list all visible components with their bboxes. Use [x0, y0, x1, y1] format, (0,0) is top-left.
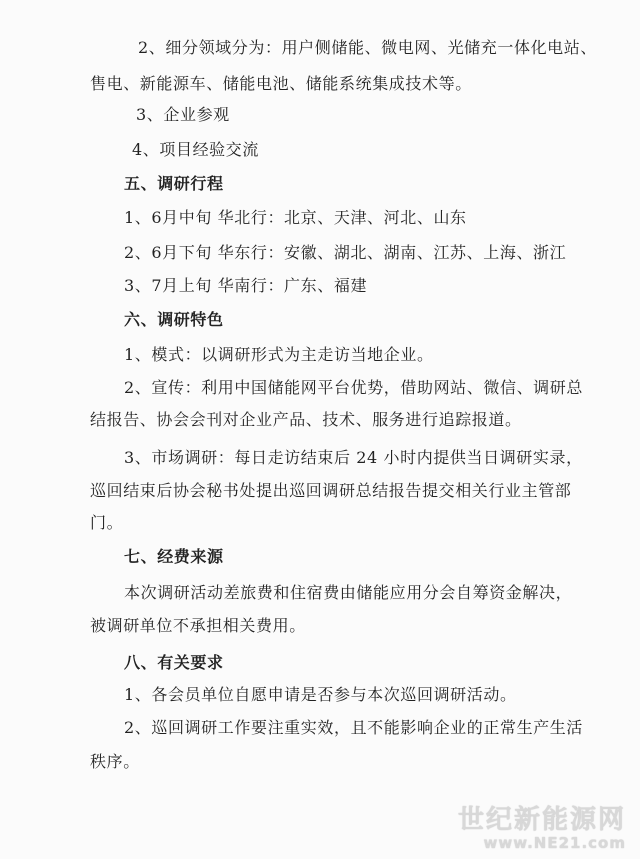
paragraph-line: 门。 — [90, 513, 124, 532]
paragraph-line: 4、项目经验交流 — [132, 140, 259, 159]
paragraph-line: 3、企业参观 — [136, 105, 230, 124]
paragraph-line: 售电、新能源车、储能电池、储能系统集成技术等。 — [90, 74, 472, 93]
watermark-site-url: www.NE21.com — [483, 834, 626, 852]
paragraph-line: 结报告、协会会刊对企业产品、技术、服务进行追踪报道。 — [90, 410, 522, 429]
paragraph-line: 1、各会员单位自愿申请是否参与本次巡回调研活动。 — [124, 685, 517, 704]
site-watermark — [458, 805, 626, 851]
section-heading: 六、调研特色 — [124, 310, 224, 329]
paragraph-line: 2、细分领域分为：用户侧储能、微电网、光储充一体化电站、 — [138, 38, 597, 57]
paragraph-line: 2、6月下旬 华东行：安徽、湖北、湖南、江苏、上海、浙江 — [124, 243, 567, 262]
paragraph-line: 巡回结束后协会秘书处提出巡回调研总结报告提交相关行业主管部 — [90, 481, 572, 500]
paragraph-line: 本次调研活动差旅费和住宿费由储能应用分会自筹资金解决， — [124, 583, 573, 602]
paragraph-line: 2、宣传：利用中国储能网平台优势，借助网站、微信、调研总 — [124, 378, 583, 397]
section-heading: 八、有关要求 — [124, 653, 224, 672]
paragraph-line: 3、7月上旬 华南行：广东、福建 — [124, 276, 368, 295]
paragraph-line: 1、6月中旬 华北行：北京、天津、河北、山东 — [124, 208, 467, 227]
section-heading: 七、经费来源 — [124, 547, 224, 566]
paragraph-line: 2、巡回调研工作要注重实效，且不能影响企业的正常生产生活 — [124, 718, 583, 737]
paragraph-line: 被调研单位不承担相关费用。 — [90, 616, 306, 635]
paragraph-line: 1、模式：以调研形式为主走访当地企业。 — [124, 345, 434, 364]
watermark-site-name: 世纪新能源网 — [457, 805, 626, 835]
paragraph-line: 3、市场调研：每日走访结束后 24 小时内提供当日调研实录， — [124, 448, 583, 467]
section-heading: 五、调研行程 — [124, 174, 224, 193]
paragraph-line: 秩序。 — [90, 752, 140, 771]
